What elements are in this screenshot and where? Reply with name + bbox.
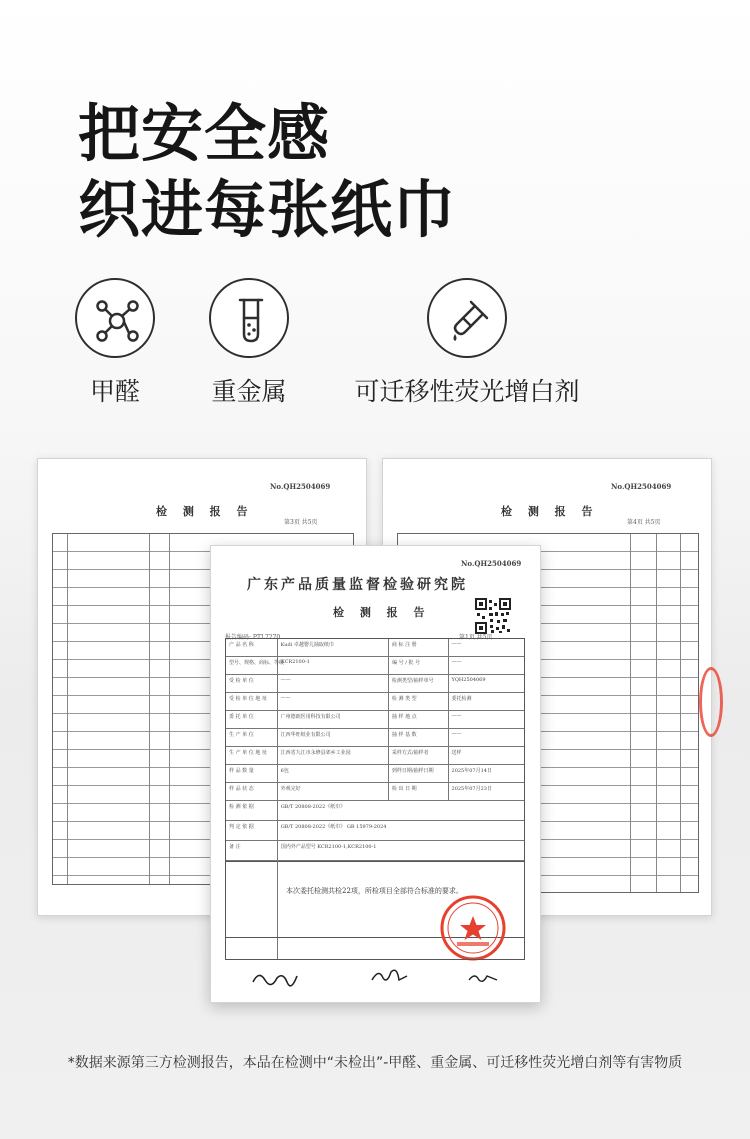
table-cell: 采样方式/抽样者 (389, 747, 449, 764)
table-cell: 受 检 单 位 (226, 675, 278, 692)
remarks-row (225, 938, 525, 960)
table-row (226, 639, 524, 657)
headline-line-1: 把安全感 (78, 97, 331, 170)
table-cell: 检测类型/抽样单号 (389, 675, 449, 692)
report-code: 报告编码: PTL7270 (225, 634, 281, 641)
feature-label: 甲醛 (89, 377, 140, 406)
page-indicator: 第1页 共5页 (459, 634, 493, 641)
table-cell: 委 托 单 位 (226, 711, 278, 728)
table-row (226, 657, 524, 675)
table-cell: —— (451, 659, 462, 665)
feature-heavy-metal (209, 278, 289, 408)
table-cell: 受 检 单 位 地 址 (226, 693, 278, 710)
table-cell: GB/T 20808-2022《纸巾》 (280, 804, 346, 810)
page-indicator: 第3页 共5页 (284, 519, 318, 526)
table-cell: 广州德朗医用科技有限公司 (278, 711, 389, 728)
table-cell: 江西省九江市永修县郊乡工业园 (278, 747, 389, 764)
page-indicator: 第4页 共5页 (627, 519, 661, 526)
table-cell: 样 品 状 态 (226, 783, 278, 800)
table-cell: KCR2100-1 (278, 657, 389, 674)
table-cell: 型号、规格、商标、等级 (226, 657, 278, 674)
table-cell: 2025年07月14日 (451, 768, 492, 774)
table-cell: 生 产 单 位 地 址 (226, 747, 278, 764)
institute-name: 广东产品质量监督检验研究院 (247, 577, 468, 593)
report-info-table (225, 638, 525, 862)
table-cell: 抽 样 基 数 (389, 729, 449, 746)
report-number: No.QH2504069 (270, 482, 331, 491)
table-row (226, 675, 524, 693)
table-cell: 检 测 依 据 (226, 801, 278, 820)
table-cell: 国内外产品型号 KCR2100-1,KCR2100-1 (280, 844, 377, 850)
signature-reviewer (369, 964, 409, 986)
molecule-icon (75, 278, 155, 358)
signature-inspector (467, 970, 499, 986)
table-cell: 备 注 (226, 841, 278, 860)
table-cell: 委托检测 (451, 696, 472, 702)
feature-formaldehyde (75, 278, 155, 408)
report-title: 检 测 报 告 (501, 505, 599, 518)
report-number: No.QH2504069 (461, 559, 522, 568)
table-cell: 判 定 依 据 (226, 821, 278, 840)
table-cell: Kudi 卓越婴儿抽取纸巾 (278, 639, 389, 656)
report-title: 检 测 报 告 (333, 606, 431, 619)
table-cell: 编 号 / 批 号 (389, 657, 449, 674)
table-cell: 抽 样 地 点 (389, 711, 449, 728)
feature-label: 重金属 (211, 377, 287, 406)
table-cell: 外观完好 (278, 783, 389, 800)
table-cell: 产 品 名 称 (226, 639, 278, 656)
report-title: 检 测 报 告 (156, 505, 254, 518)
table-cell: —— (451, 731, 462, 737)
feature-icons (0, 278, 750, 418)
data-source-footnote: *数据来源第三方检测报告，本品在检测中“未检出”-甲醛、重金属、可迁移性荧光增白剂等有害物质 (67, 1055, 683, 1071)
table-cell: 检 测 类 型 (389, 693, 449, 710)
qr-code-icon (475, 598, 511, 634)
table-row (226, 765, 524, 783)
table-row (226, 801, 524, 821)
table-row (226, 693, 524, 711)
table-cell: 到样日期/抽样日期 (389, 765, 449, 782)
headline (78, 96, 456, 248)
test-tube-icon (209, 278, 289, 358)
table-cell: 商 标 注 册 (389, 639, 449, 656)
table-row (226, 729, 524, 747)
signature-approver (251, 968, 299, 988)
report-number: No.QH2504069 (611, 482, 672, 491)
table-cell: —— (278, 693, 389, 710)
table-cell: —— (451, 713, 462, 719)
table-row (226, 747, 524, 765)
table-cell: 江西华旺纸业有限公司 (278, 729, 389, 746)
table-row (226, 783, 524, 801)
table-cell: —— (451, 641, 462, 647)
table-cell: GB/T 20808-2022《纸巾》 GB 15979-2024 (280, 824, 387, 830)
table-cell: 检 出 日 期 (389, 783, 449, 800)
conclusion-text: 本次委托检测共检22项，所检项目全部符合标准的要求。 (286, 887, 463, 895)
table-cell: 生 产 单 位 (226, 729, 278, 746)
table-cell: 6包 (278, 765, 389, 782)
dropper-icon (427, 278, 507, 358)
table-cell: 样 品 数 量 (226, 765, 278, 782)
seal-stamp-partial (699, 667, 723, 737)
test-report-page-1 (210, 545, 541, 1003)
headline-line-2: 织进每张纸巾 (78, 173, 457, 246)
table-row (226, 821, 524, 841)
table-cell: 送样 (451, 750, 462, 756)
table-cell: —— (278, 675, 389, 692)
table-row (226, 711, 524, 729)
table-cell: 2025年07月23日 (451, 786, 492, 792)
table-cell: YQH2504069 (451, 677, 486, 683)
feature-fluorescent-agent (354, 278, 580, 408)
feature-label: 可迁移性荧光增白剂 (354, 377, 580, 406)
